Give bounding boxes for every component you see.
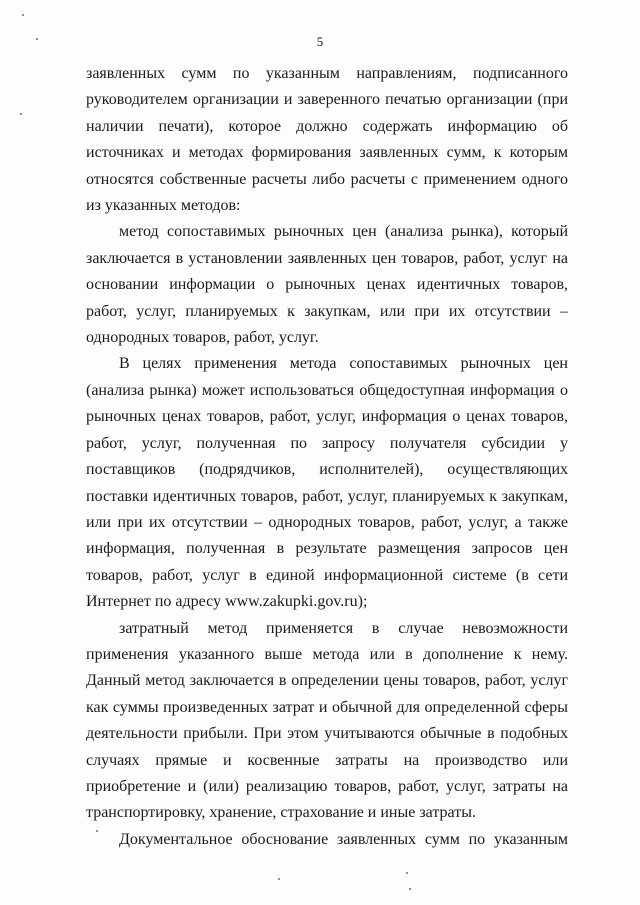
scan-speck xyxy=(409,888,411,890)
paragraph-documentary-justification: Документальное обоснование заявленных сумм по указанным xyxy=(119,830,568,848)
scan-speck xyxy=(406,872,408,874)
paragraph-market-price-method: метод сопоставимых рыночных цен (анализа рынка), который заключается в установлении заявленных цен товаров, работ, услуг на основании информации о рыночных ценах идентичных товаров, работ, услуг, планируемых к закупкам, или при их отсутствии – однородных товаров, работ, услуг. xyxy=(86,223,568,347)
scan-speck xyxy=(20,113,22,115)
body-text xyxy=(86,61,568,853)
paragraph-continuation: заявленных сумм по указанным направлениям, подписанного руководителем организации и заверенного печатью организации (при наличии печати), которое должно содержать информацию об источниках и методах формирования заявленных сумм, к которым относятся собственные расчеты либо расчеты с применением одного из указанных методов: xyxy=(86,65,568,215)
paragraph-cost-method: затратный метод применяется в случае невозможности применения указанного выше метода или в дополнение к нему. Данный метод заключается в определении цены товаров, работ, услуг как суммы произведенных затрат и обычной для определенной сферы деятельности прибыли. При этом учитываются обычные в подобных случаях прямые и косвенные затраты на производство или приобретение и (или) реализацию товаров, работ, услуг, затраты на транспортировку, хранение, страхование и иные затраты. xyxy=(86,619,568,822)
scan-speck xyxy=(96,830,98,832)
scan-speck xyxy=(278,878,280,880)
paragraph-market-analysis-info: В целях применения метода сопоставимых рыночных цен (анализа рынка) может использоваться общедоступная информация о рыночных ценах товаров, работ, услуг, информация о ценах товаров, работ, услуг, полученная по запросу получателя субсидии у поставщиков (подрядчиков, исполнителей), осуществляющих поставки идентичных товаров, работ, услуг, планируемых к закупкам, или при их отсутствии – однородных товаров, работ, услуг, а также информация, полученная в результате размещения запросов цен товаров, работ, услуг в единой информационной системе (в сети Интернет по адресу www.zakupki.gov.ru); xyxy=(86,355,568,611)
scan-speck xyxy=(36,38,38,40)
scan-speck xyxy=(22,14,24,16)
page-number: 5 xyxy=(316,34,324,49)
